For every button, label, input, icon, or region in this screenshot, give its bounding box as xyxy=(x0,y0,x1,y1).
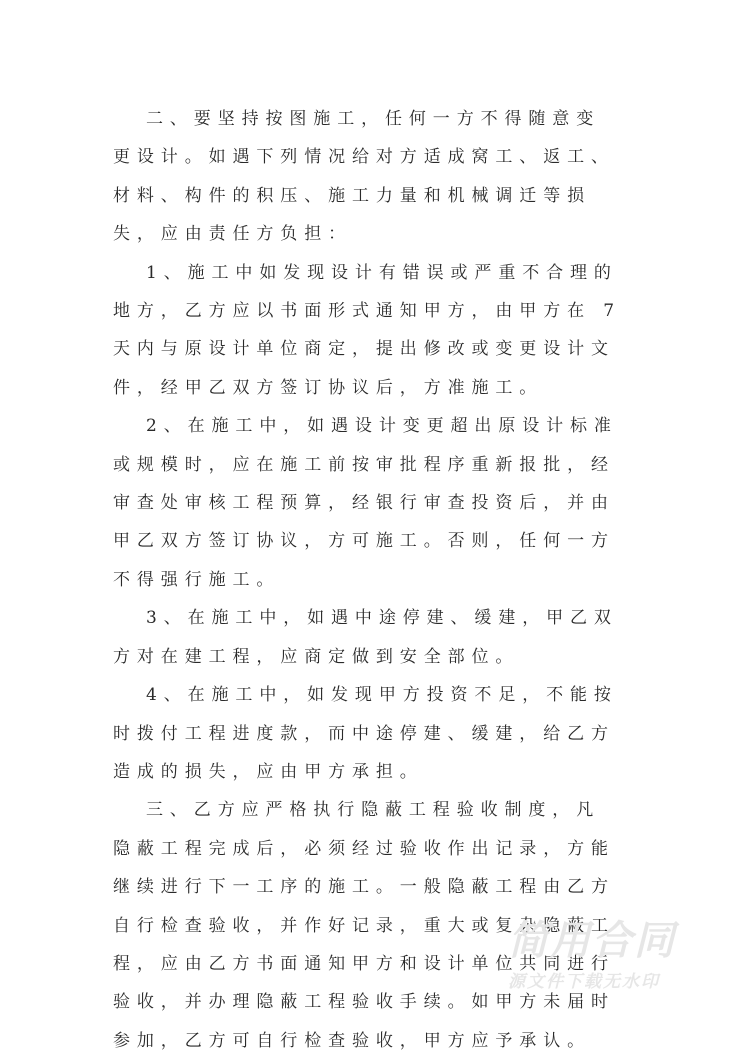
paragraph-item-3: 3、在施工中，如遇中途停建、缓建，甲乙双方对在建工程，应商定做到安全部位。 xyxy=(113,608,618,667)
paragraph-item-4: 4、在施工中，如发现甲方投资不足，不能按时拨付工程进度款，而中途停建、缓建，给乙方造成的损失，应由甲方承担。 xyxy=(113,685,618,782)
watermark xyxy=(508,918,698,996)
watermark-subtitle: 源文件下载无水印 xyxy=(508,972,660,992)
paragraph-item-2: 2、在施工中，如遇设计变更超出原设计标准或规模时，应在施工前按审批程序重新报批，经审查处审核工程预算，经银行审查投资后，并由甲乙双方签订协议，方可施工。否则，任何一方不得强行施工。 xyxy=(113,416,618,590)
watermark-title: 简用合同 xyxy=(508,918,676,964)
paragraph-section-3: 三、乙方应严格执行隐蔽工程验收制度，凡隐蔽工程完成后，必须经过验收作出记录，方能继续进行下一工序的施工。一般隐蔽工程由乙方自行检查验收，并作好记录，重大或复杂隐蔽工程，应由乙方书面通知甲方和设计单位共同进行验收，并办理隐蔽工程验收手续。如甲方未届时参加，乙方可自行检查验收，甲方应予承认。 xyxy=(113,800,615,1051)
paragraph-section-2: 二、要坚持按图施工，任何一方不得随意变更设计。如遇下列情况给对方适成窝工、返工、材料、构件的积压、施工力量和机械调迁等损失，应由责任方负担： xyxy=(113,109,615,245)
document-body xyxy=(113,100,623,1060)
paragraph-item-1: 1、施工中如发现设计有错误或严重不合理的地方，乙方应以书面形式通知甲方，由甲方在 7 天内与原设计单位商定，提出修改或变更设计文件，经甲乙双方签订协议后，方准施工。 xyxy=(113,262,622,398)
